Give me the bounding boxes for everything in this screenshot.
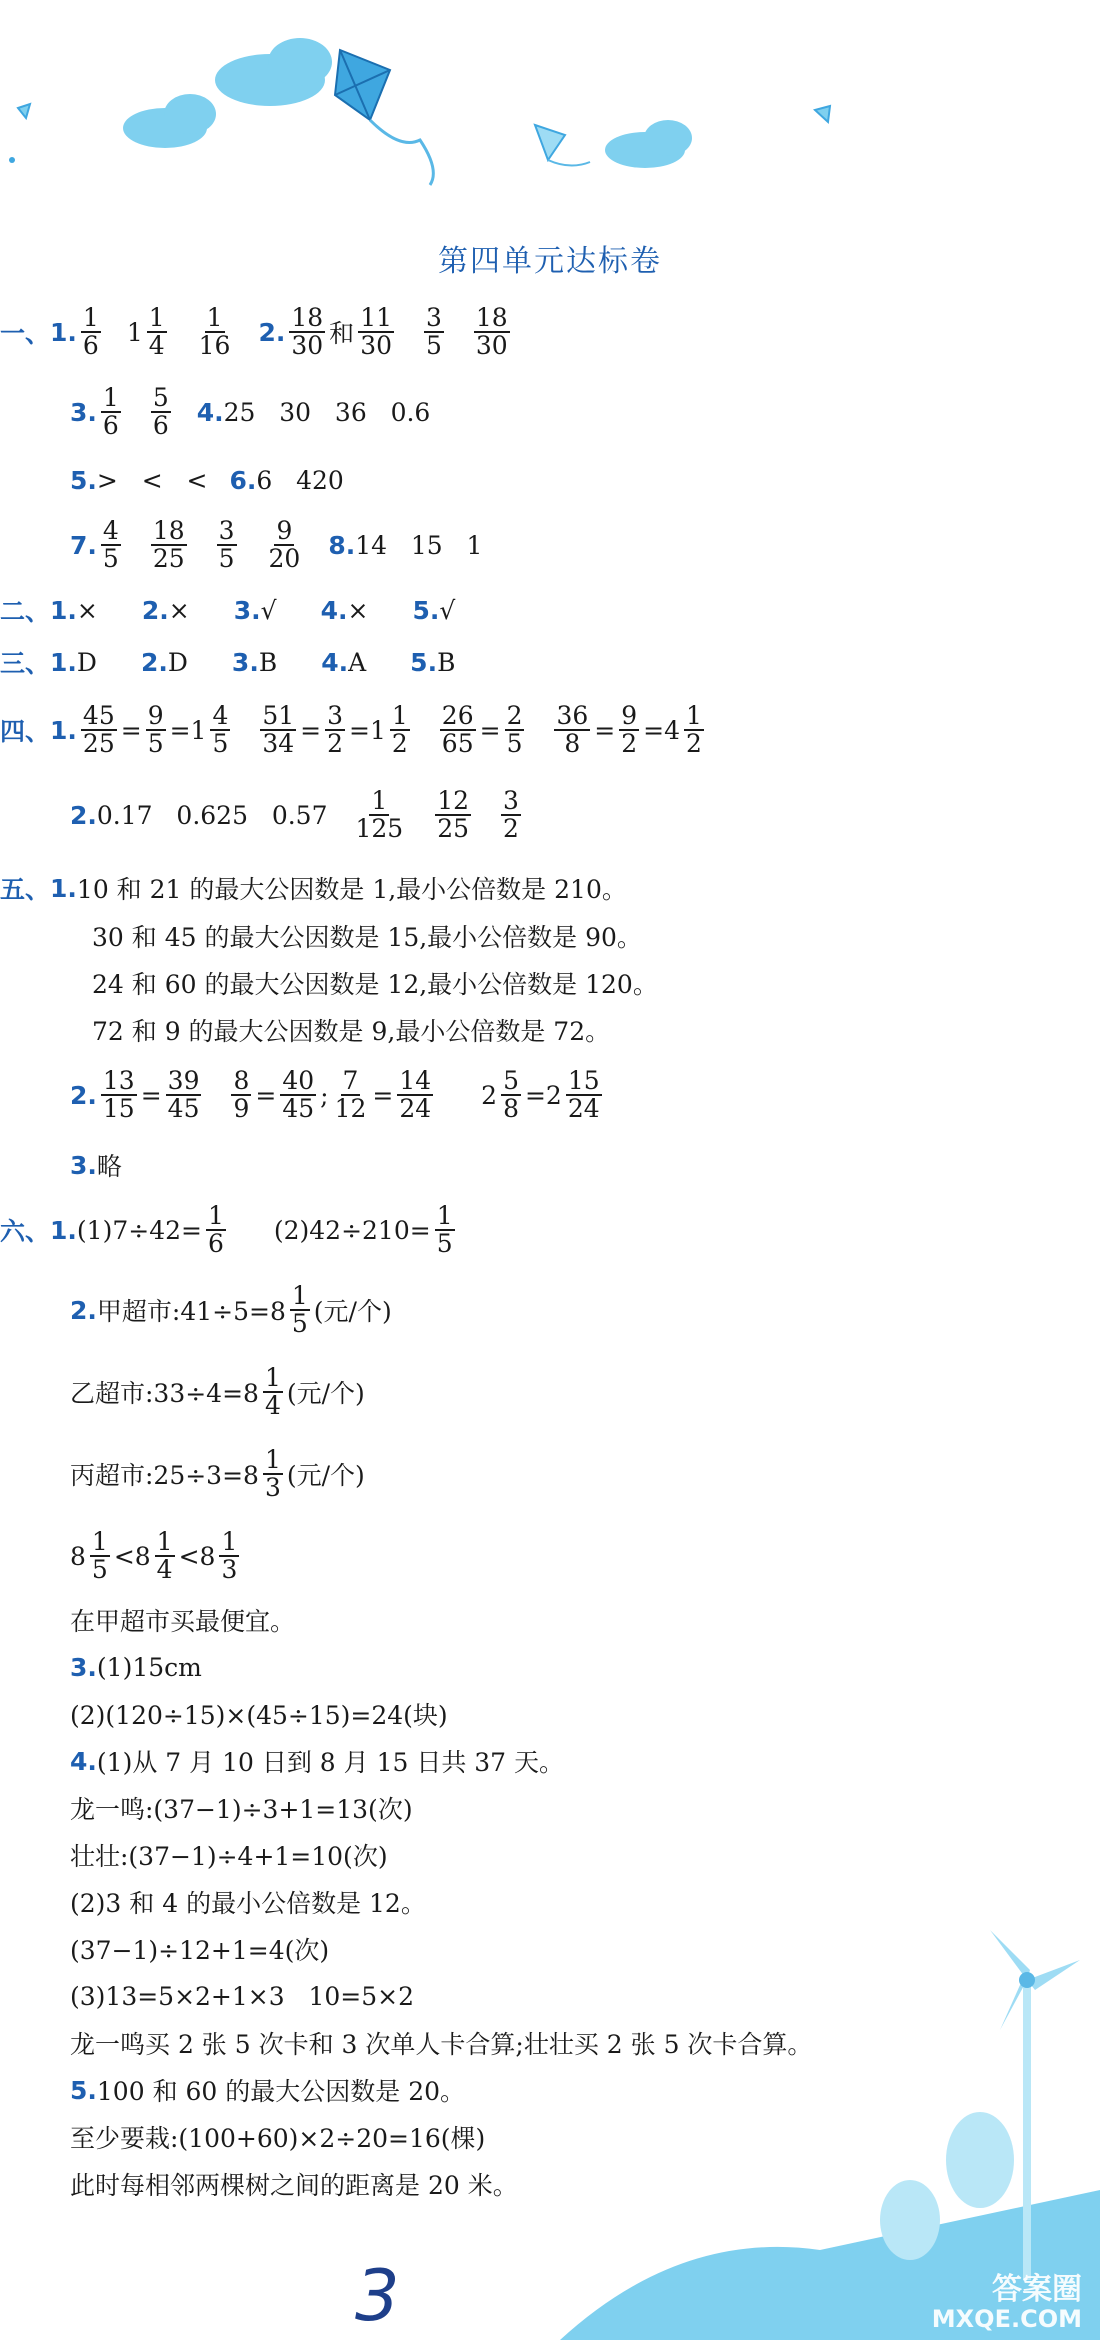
question-number: 1. (50, 715, 77, 745)
fraction: $\frac{3}{5}$ (426, 302, 442, 360)
answer-text: 6 420 (256, 465, 344, 495)
question-number: 2. (258, 317, 286, 347)
question-number: 1. (50, 317, 77, 347)
question-number: 7. (70, 530, 97, 560)
s3-row: 三、 1. D 2. D 3. B 4. A 5. B (0, 632, 455, 692)
s5-row-4: 72 和 9 的最大公因数是 9,最小公倍数是 72。 (92, 1017, 611, 1046)
answer-text: > < < (96, 465, 208, 495)
fraction: $\frac{11}{30}$ (360, 302, 392, 360)
section-number: 一、 (0, 319, 51, 348)
answer-text: 25 30 36 0.6 (223, 397, 431, 427)
s5-row-5: 2. $\frac{13}{15}$ = $\frac{39}{45}$ $\frac{8}{9}$ = $\frac{40}{45}$ ; $\frac{7}{12}$ = $\frac{14}{24}$ 2 $\frac{5}{8}$ =2 $\frac{15}{24}$ (70, 1065, 600, 1123)
question-number: 2. (70, 1295, 97, 1325)
watermark-line-2: MXQE.COM (931, 2304, 1082, 2333)
s6-row-17: 至少要栽:(100+60)×2÷20=16(棵) (70, 2124, 486, 2153)
s2-row: 二、 1. × 2. × 3. √ 4. × 5. √ (0, 580, 455, 640)
s4-row-2: 2. 0.17 0.625 0.57 $\frac{1}{125}$ $\frac{12}{25}$ $\frac{3}{2}$ (70, 785, 519, 843)
s6-row-8: (2)(120÷15)×(45÷15)=24(块) (70, 1701, 448, 1730)
answer-text: 14 15 1 (355, 530, 483, 560)
s5-row-6: 3. 略 (70, 1150, 122, 1181)
s4-row-1: 四、 1. $\frac{45}{25}$ = $\frac{9}{5}$ =1 $\frac{4}{5}$ $\frac{51}{34}$ = $\frac{3}{2}$ =1 $\frac{1}{2}$ $\frac{26}{65}$ = $\frac{2}{5}$ $\frac{36}{8}$ = $\frac{9}{2}$ =4 $\frac{1}{2}$ (0, 700, 702, 758)
question-number: 1. (50, 1215, 77, 1245)
s6-row-5: 8 $\frac{1}{5}$ <8 $\frac{1}{4}$ <8 $\frac{1}{3}$ (70, 1526, 238, 1584)
kite-clouds-decoration (0, 0, 1100, 200)
question-number: 8. (328, 530, 356, 560)
fraction: $\frac{18}{30}$ (291, 302, 324, 360)
section-number: 五、 (0, 875, 51, 904)
question-number: 3. (70, 1150, 97, 1180)
section-number: 二、 (0, 597, 51, 626)
fraction: $\frac{9}{20}$ (268, 515, 301, 573)
question-number: 5. (70, 2075, 97, 2105)
s6-row-15: 龙一鸣买 2 张 5 次卡和 3 次单人卡合算;壮壮买 2 张 5 次卡合算。 (70, 2030, 813, 2059)
fraction: $\frac{18}{25}$ (152, 515, 185, 573)
s5-row-2: 30 和 45 的最大公因数是 15,最小公倍数是 90。 (92, 923, 642, 952)
fraction: $\frac{1}{6}$ (102, 382, 119, 440)
s6-row-7: 3. (1)15cm (70, 1652, 202, 1682)
question-number: 2. (70, 800, 97, 830)
question-number: 1. (50, 873, 77, 903)
and-text: 和 (329, 319, 355, 348)
question-number: 3. (70, 1652, 97, 1682)
s6-row-18: 此时每相邻两棵树之间的距离是 20 米。 (70, 2171, 518, 2200)
s6-row-13: (37−1)÷12+1=4(次) (70, 1936, 330, 1965)
s1-row-3 (70, 450, 344, 510)
whole-number: 1 (126, 317, 143, 347)
s1-row-4 (70, 515, 482, 575)
fraction: $\frac{1}{16}$ (198, 302, 231, 360)
s6-row-16: 5. 100 和 60 的最大公因数是 20。 (70, 2075, 466, 2106)
s6-row-2: 2. 甲超市:41÷5=8 $\frac{1}{5}$ (元/个) (70, 1280, 392, 1338)
section-number: 四、 (0, 717, 51, 746)
fraction: $\frac{1}{6}$ (82, 302, 99, 360)
s6-row-4: 丙超市:25÷3=8 $\frac{1}{3}$ (元/个) (70, 1444, 365, 1502)
s5-row-3: 24 和 60 的最大公因数是 12,最小公倍数是 120。 (92, 970, 658, 999)
s6-row-10: 龙一鸣:(37−1)÷3+1=13(次) (70, 1795, 413, 1824)
question-number: 6. (229, 465, 257, 495)
s6-row-14: (3)13=5×2+1×3 10=5×2 (70, 1981, 414, 2011)
question-number: 5. (70, 465, 97, 495)
question-number: 4. (196, 397, 224, 427)
fraction: $\frac{4}{5}$ (102, 515, 119, 573)
question-number: 2. (70, 1080, 97, 1110)
watermark (932, 2273, 1082, 2332)
fraction: $\frac{5}{6}$ (152, 382, 169, 440)
s6-row-3: 乙超市:33÷4=8 $\frac{1}{4}$ (元/个) (70, 1362, 365, 1420)
page-number: 3 (355, 2255, 400, 2337)
page-title: 第四单元达标卷 (438, 244, 662, 279)
s6-row-12: (2)3 和 4 的最小公倍数是 12。 (70, 1889, 426, 1918)
s5-row-1: 五、 1. 10 和 21 的最大公因数是 1,最小公倍数是 210。 (0, 858, 627, 918)
fraction: $\frac{18}{30}$ (475, 302, 508, 360)
fraction: $\frac{3}{5}$ (218, 515, 235, 573)
section-number: 三、 (0, 649, 51, 678)
s1-row-1 (0, 302, 514, 362)
watermark-line-1: 答案圈 (992, 2271, 1082, 2307)
question-number: 4. (70, 1746, 97, 1776)
s1-row-2 (70, 382, 430, 442)
s6-row-11: 壮壮:(37−1)÷4+1=10(次) (70, 1842, 388, 1871)
s6-row-1: 六、 1. (1)7÷42= $\frac{1}{6}$ (2)42÷210= $\frac{1}{5}$ (0, 1200, 453, 1258)
s6-row-9: 4. (1)从 7 月 10 日到 8 月 15 日共 37 天。 (70, 1746, 565, 1777)
question-number: 3. (70, 397, 97, 427)
s6-row-6: 在甲超市买最便宜。 (70, 1607, 296, 1636)
fraction: $\frac{1}{4}$ (148, 302, 165, 360)
section-number: 六、 (0, 1217, 51, 1246)
